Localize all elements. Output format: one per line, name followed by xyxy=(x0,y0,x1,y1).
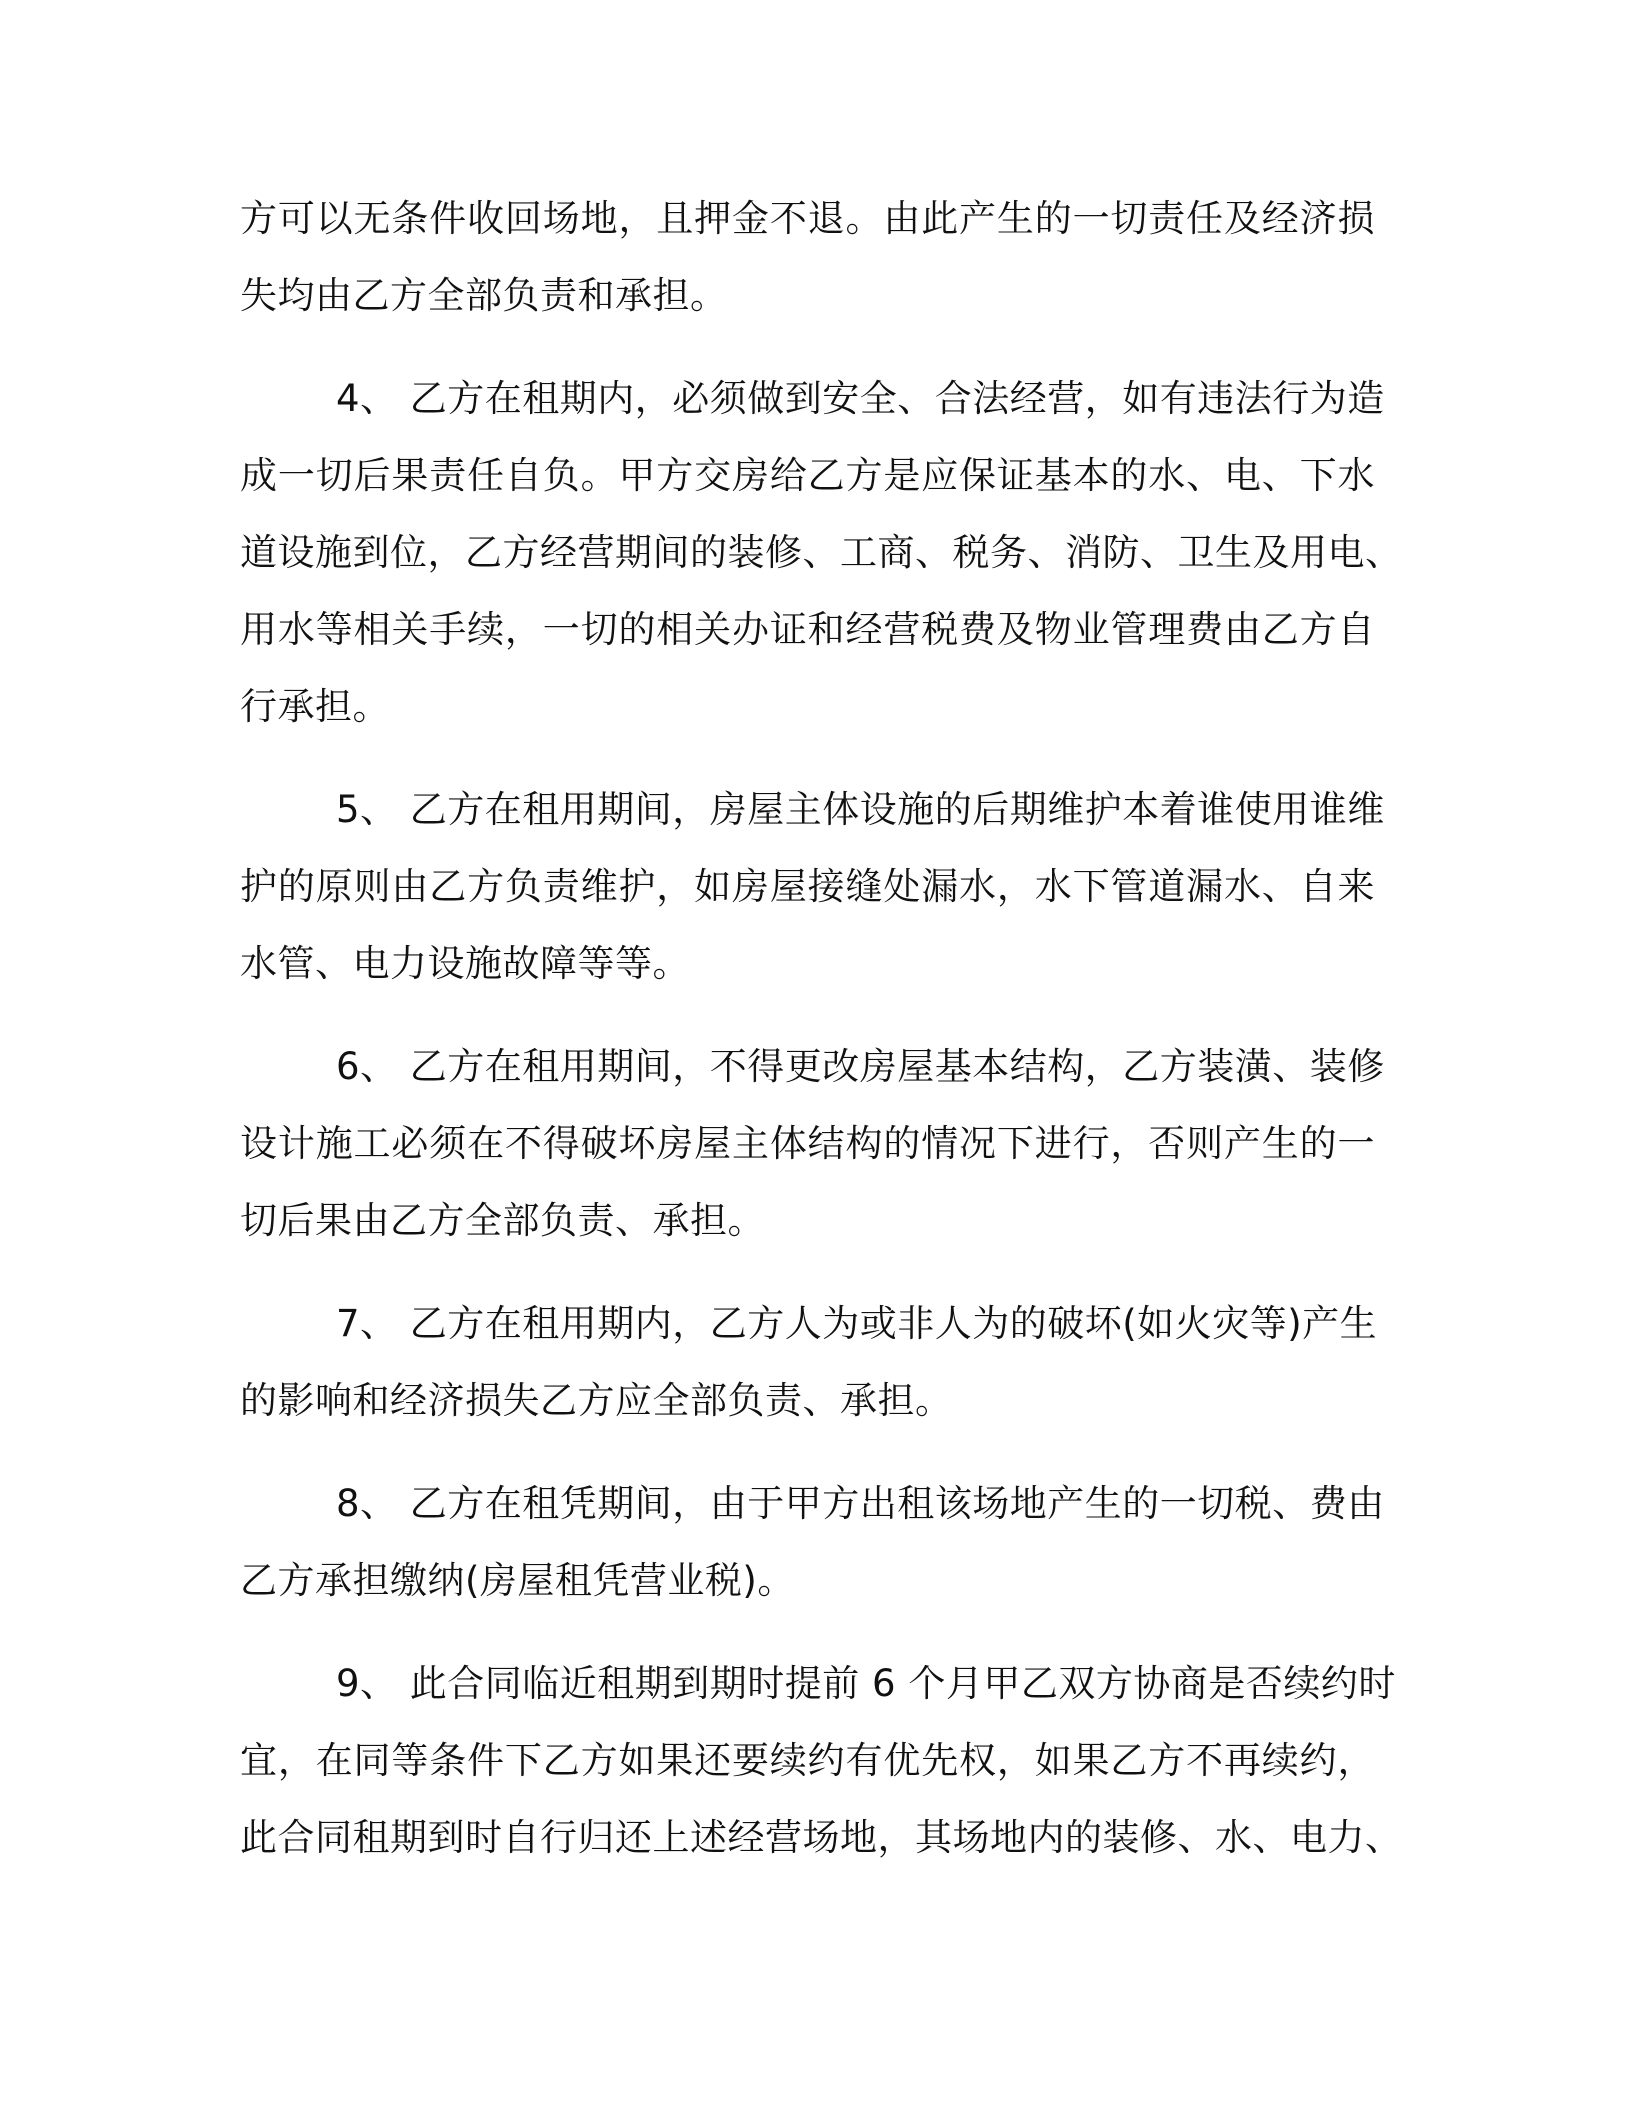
clause-9 xyxy=(240,1645,1403,1876)
text-line: 7、 乙方在租用期内，乙方人为或非人为的破坏(如火灾等)产生 xyxy=(336,1302,1378,1345)
text-line: 乙方承担缴纳(房屋租凭营业税)。 xyxy=(240,1559,795,1602)
text-line: 5、 乙方在租用期间，房屋主体设施的后期维护本着谁使用谁维 xyxy=(336,788,1385,831)
text-line: 用水等相关手续，一切的相关办证和经营税费及物业管理费由乙方自 xyxy=(240,608,1375,651)
text-line: 9、 此合同临近租期到期时提前 6 个月甲乙双方协商是否续约时 xyxy=(336,1662,1396,1705)
text-line: 4、 乙方在租期内，必须做到安全、合法经营，如有违法行为造 xyxy=(336,377,1385,420)
text-line: 切后果由乙方全部负责、承担。 xyxy=(240,1199,765,1242)
text-line: 宜，在同等条件下乙方如果还要续约有优先权，如果乙方不再续约， xyxy=(240,1739,1375,1782)
text-line: 行承担。 xyxy=(240,685,390,728)
document-body xyxy=(240,180,1403,1902)
text-line: 失均由乙方全部负责和承担。 xyxy=(240,274,728,317)
clause-5 xyxy=(240,771,1385,1002)
clause-4 xyxy=(240,360,1403,745)
text-line: 设计施工必须在不得破坏房屋主体结构的情况下进行，否则产生的一 xyxy=(240,1122,1375,1165)
clause-7 xyxy=(240,1285,1378,1439)
clause-6 xyxy=(240,1028,1385,1259)
text-line: 护的原则由乙方负责维护，如房屋接缝处漏水，水下管道漏水、自来 xyxy=(240,865,1375,908)
text-line: 水管、电力设施故障等等。 xyxy=(240,942,690,985)
text-line: 6、 乙方在租用期间，不得更改房屋基本结构，乙方装潢、装修 xyxy=(336,1045,1385,1088)
text-line: 方可以无条件收回场地，且押金不退。由此产生的一切责任及经济损 xyxy=(240,197,1375,240)
clause-8 xyxy=(240,1465,1385,1619)
text-line: 此合同租期到时自行归还上述经营场地，其场地内的装修、水、电力、 xyxy=(240,1816,1403,1859)
text-line: 道设施到位，乙方经营期间的装修、工商、税务、消防、卫生及用电、 xyxy=(240,531,1403,574)
text-line: 8、 乙方在租凭期间，由于甲方出租该场地产生的一切税、费由 xyxy=(336,1482,1385,1525)
paragraph-continued xyxy=(240,180,1375,334)
text-line: 的影响和经济损失乙方应全部负责、承担。 xyxy=(240,1379,953,1422)
text-line: 成一切后果责任自负。甲方交房给乙方是应保证基本的水、电、下水 xyxy=(240,454,1375,497)
